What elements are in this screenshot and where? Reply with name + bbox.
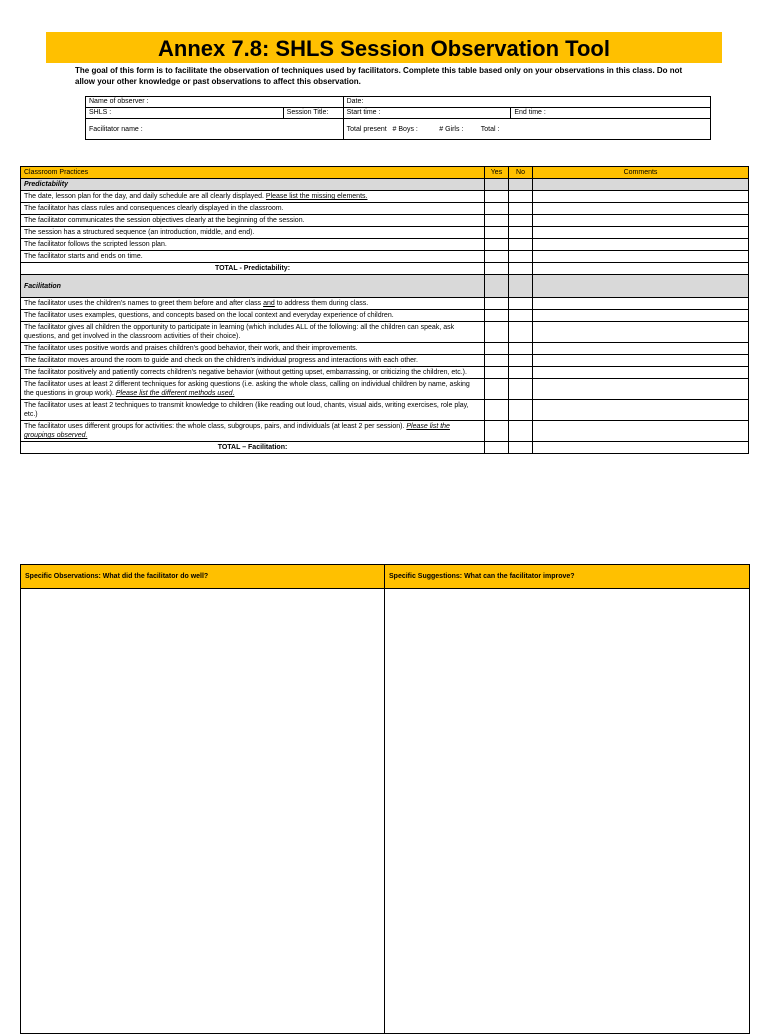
- yes-cell[interactable]: [485, 215, 509, 227]
- observations-table: [20, 564, 750, 1034]
- table-row: The facilitator starts and ends on time.: [21, 251, 749, 263]
- title-bar: [46, 32, 722, 63]
- comments-header: Comments: [533, 167, 749, 179]
- yes-cell[interactable]: [485, 203, 509, 215]
- yes-cell[interactable]: [485, 227, 509, 239]
- comment-cell[interactable]: [533, 421, 749, 442]
- table-row: The facilitator uses at least 2 different techniques for asking questions (i.e. asking the whole class, calling on individual children by name, asking the questions in group work). Please list the different methods used.: [21, 379, 749, 400]
- yes-cell[interactable]: [485, 400, 509, 421]
- yes-cell[interactable]: [485, 251, 509, 263]
- comment-cell[interactable]: [533, 298, 749, 310]
- table-row: The facilitator uses different groups for activities: the whole class, subgroups, pairs, and individuals (at least 2 per session). Please list the groupings observed.: [21, 421, 749, 442]
- facilitator-field[interactable]: Facilitator name :: [86, 119, 344, 140]
- total-row: [21, 442, 749, 454]
- total-row: [21, 263, 749, 275]
- yes-cell[interactable]: [485, 239, 509, 251]
- comment-cell[interactable]: [533, 343, 749, 355]
- table-row: The facilitator uses at least 2 techniques to transmit knowledge to children (like reading out loud, chants, visual aids, writing exercises, role play, etc.): [21, 400, 749, 421]
- yes-cell[interactable]: [485, 442, 509, 454]
- observations-header-row: [21, 565, 750, 589]
- comment-cell[interactable]: [533, 239, 749, 251]
- start-time-field[interactable]: Start time :: [343, 108, 511, 119]
- table-row: The facilitator uses examples, questions, and concepts based on the local context and everyday experience of children.: [21, 310, 749, 322]
- table-row: The date, lesson plan for the day, and daily schedule are all clearly displayed. Please list the missing elements.: [21, 191, 749, 203]
- comment-cell[interactable]: [533, 400, 749, 421]
- comment-cell[interactable]: [533, 379, 749, 400]
- no-cell[interactable]: [509, 400, 533, 421]
- yes-cell[interactable]: [485, 322, 509, 343]
- table-row: The facilitator positively and patiently corrects children's negative behavior (without getting upset, embarrassing, or criticizing the children, etc.).: [21, 367, 749, 379]
- classroom-practices-table: [20, 166, 749, 454]
- no-cell[interactable]: [509, 442, 533, 454]
- section-predictability: Predictability: [21, 179, 485, 191]
- suggestions-header: Specific Suggestions: What can the facilitator improve?: [385, 565, 750, 589]
- attendance-field[interactable]: Total present # Boys : # Girls : Total :: [343, 119, 710, 140]
- no-cell[interactable]: [509, 379, 533, 400]
- yes-cell[interactable]: [485, 263, 509, 275]
- comment-cell[interactable]: [533, 191, 749, 203]
- no-cell[interactable]: [509, 251, 533, 263]
- comment-cell[interactable]: [533, 227, 749, 239]
- comment-cell[interactable]: [533, 367, 749, 379]
- observations-header: Specific Observations: What did the facilitator do well?: [21, 565, 385, 589]
- practices-header: Classroom Practices: [21, 167, 485, 179]
- yes-cell[interactable]: [485, 310, 509, 322]
- intro-text: The goal of this form is to facilitate the observation of techniques used by facilitators. Complete this table based only on your observations in this class. Do not allow your other knowledge or past observations to affect this observation.: [75, 66, 683, 86]
- no-cell[interactable]: [509, 310, 533, 322]
- section-facilitation: Facilitation: [21, 275, 485, 298]
- section-row: [21, 275, 749, 298]
- no-cell[interactable]: [509, 263, 533, 275]
- no-cell[interactable]: [509, 215, 533, 227]
- comment-cell[interactable]: [533, 251, 749, 263]
- table-row: The facilitator follows the scripted lesson plan.: [21, 239, 749, 251]
- page-title: Annex 7.8: SHLS Session Observation Tool: [158, 36, 610, 61]
- table-row: The facilitator uses the children's names to greet them before and after class and to address them during class.: [21, 298, 749, 310]
- yes-cell[interactable]: [485, 355, 509, 367]
- no-cell[interactable]: [509, 203, 533, 215]
- yes-cell[interactable]: [485, 298, 509, 310]
- date-field[interactable]: Date:: [343, 97, 710, 108]
- comment-cell[interactable]: [533, 203, 749, 215]
- session-title-field[interactable]: Session Title:: [283, 108, 343, 119]
- yes-cell[interactable]: [485, 343, 509, 355]
- total-predictability-label: TOTAL - Predictability:: [21, 263, 485, 275]
- comment-cell[interactable]: [533, 442, 749, 454]
- no-cell[interactable]: [509, 421, 533, 442]
- table-row: The facilitator uses positive words and praises children's good behavior, their work, and their improvements.: [21, 343, 749, 355]
- total-facilitation-label: TOTAL – Facilitation:: [21, 442, 485, 454]
- no-cell[interactable]: [509, 239, 533, 251]
- table-row: The facilitator gives all children the opportunity to participate in learning (which includes ALL of the following: all the children can speak, ask questions, and get involved in the classroom activities of their choice).: [21, 322, 749, 343]
- table-row: The facilitator moves around the room to guide and check on the children's individual progress and interactions with each other.: [21, 355, 749, 367]
- no-cell[interactable]: [509, 343, 533, 355]
- session-info-table: [85, 96, 711, 140]
- no-cell[interactable]: [509, 298, 533, 310]
- suggestions-input-area[interactable]: [385, 589, 750, 1034]
- no-cell[interactable]: [509, 367, 533, 379]
- observer-field[interactable]: Name of observer :: [86, 97, 344, 108]
- table-row: The facilitator communicates the session objectives clearly at the beginning of the session.: [21, 215, 749, 227]
- yes-cell[interactable]: [485, 191, 509, 203]
- comment-cell[interactable]: [533, 310, 749, 322]
- comment-cell[interactable]: [533, 322, 749, 343]
- no-cell[interactable]: [509, 322, 533, 343]
- table-row: The facilitator has class rules and consequences clearly displayed in the classroom.: [21, 203, 749, 215]
- end-time-field[interactable]: End time :: [511, 108, 711, 119]
- shls-field[interactable]: SHLS :: [86, 108, 284, 119]
- comment-cell[interactable]: [533, 355, 749, 367]
- yes-cell[interactable]: [485, 379, 509, 400]
- no-header: No: [509, 167, 533, 179]
- yes-header: Yes: [485, 167, 509, 179]
- no-cell[interactable]: [509, 191, 533, 203]
- yes-cell[interactable]: [485, 367, 509, 379]
- comment-cell[interactable]: [533, 263, 749, 275]
- observations-input-area[interactable]: [21, 589, 385, 1034]
- comment-cell[interactable]: [533, 215, 749, 227]
- yes-cell[interactable]: [485, 421, 509, 442]
- no-cell[interactable]: [509, 227, 533, 239]
- table-row: The session has a structured sequence (an introduction, middle, and end).: [21, 227, 749, 239]
- section-row: [21, 179, 749, 191]
- no-cell[interactable]: [509, 355, 533, 367]
- table-header-row: [21, 167, 749, 179]
